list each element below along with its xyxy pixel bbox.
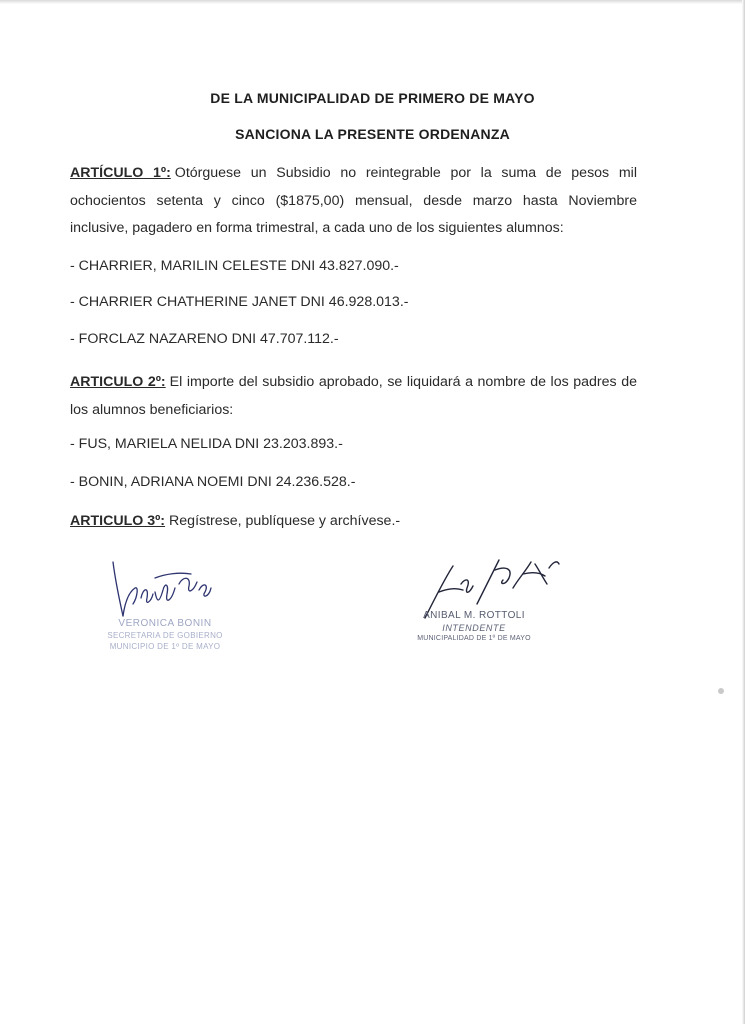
stamp-mayor-municipality: MUNICIPALIDAD DE 1º DE MAYO (417, 635, 531, 642)
article-2-label: ARTICULO 2º: (70, 374, 166, 390)
article-1-label: ARTÍCULO 1º: (70, 165, 171, 181)
mayor-signature-stamp (405, 548, 565, 658)
parent-item: - FUS, MARIELA NELIDA DNI 23.203.893.- (70, 436, 343, 452)
stamp-secretary-name: VERONICA BONIN (118, 618, 212, 629)
stamp-secretary-title: SECRETARIA DE GOBIERNO (107, 631, 223, 640)
stamp-secretary-municipality: MUNICIPIO DE 1º DE MAYO (109, 642, 221, 651)
heading-municipality: DE LA MUNICIPALIDAD DE PRIMERO DE MAYO (210, 90, 535, 106)
article-1-text: Otórguese un Subsidio no reintegrable por la suma de pesos mil ochocientos setenta y cinco ($1875,00) mensual, desde marzo hasta Noviembre inclusive, pagadero en forma trimestral, a cada uno de los siguientes alumnos: (70, 165, 637, 236)
article-1-paragraph (70, 160, 637, 243)
article-2-text: El importe del subsidio aprobado, se liquidará a nombre de los padres de los alumnos beneficiarios: (70, 374, 637, 418)
heading-ordinance: SANCIONA LA PRESENTE ORDENANZA (235, 126, 510, 142)
stamp-mayor-name: ANIBAL M. ROTTOLI (423, 610, 525, 621)
student-item: - CHARRIER CHATHERINE JANET DNI 46.928.013.- (70, 294, 409, 310)
parent-item: - BONIN, ADRIANA NOEMI DNI 24.236.528.- (70, 474, 356, 490)
stamp-mayor-title: INTENDENTE (442, 623, 506, 633)
article-3-text: Regístrese, publíquese y archívese.- (169, 513, 401, 529)
article-2-paragraph (70, 369, 637, 424)
scan-edge-top (0, 0, 745, 4)
student-item: - FORCLAZ NAZARENO DNI 47.707.112.- (70, 331, 339, 347)
secretary-signature-stamp (95, 558, 235, 658)
student-item: - CHARRIER, MARILIN CELESTE DNI 43.827.090.- (70, 258, 399, 274)
scan-speck (718, 688, 724, 694)
article-3-paragraph (70, 508, 637, 536)
article-3-label: ARTICULO 3º: (70, 513, 166, 529)
